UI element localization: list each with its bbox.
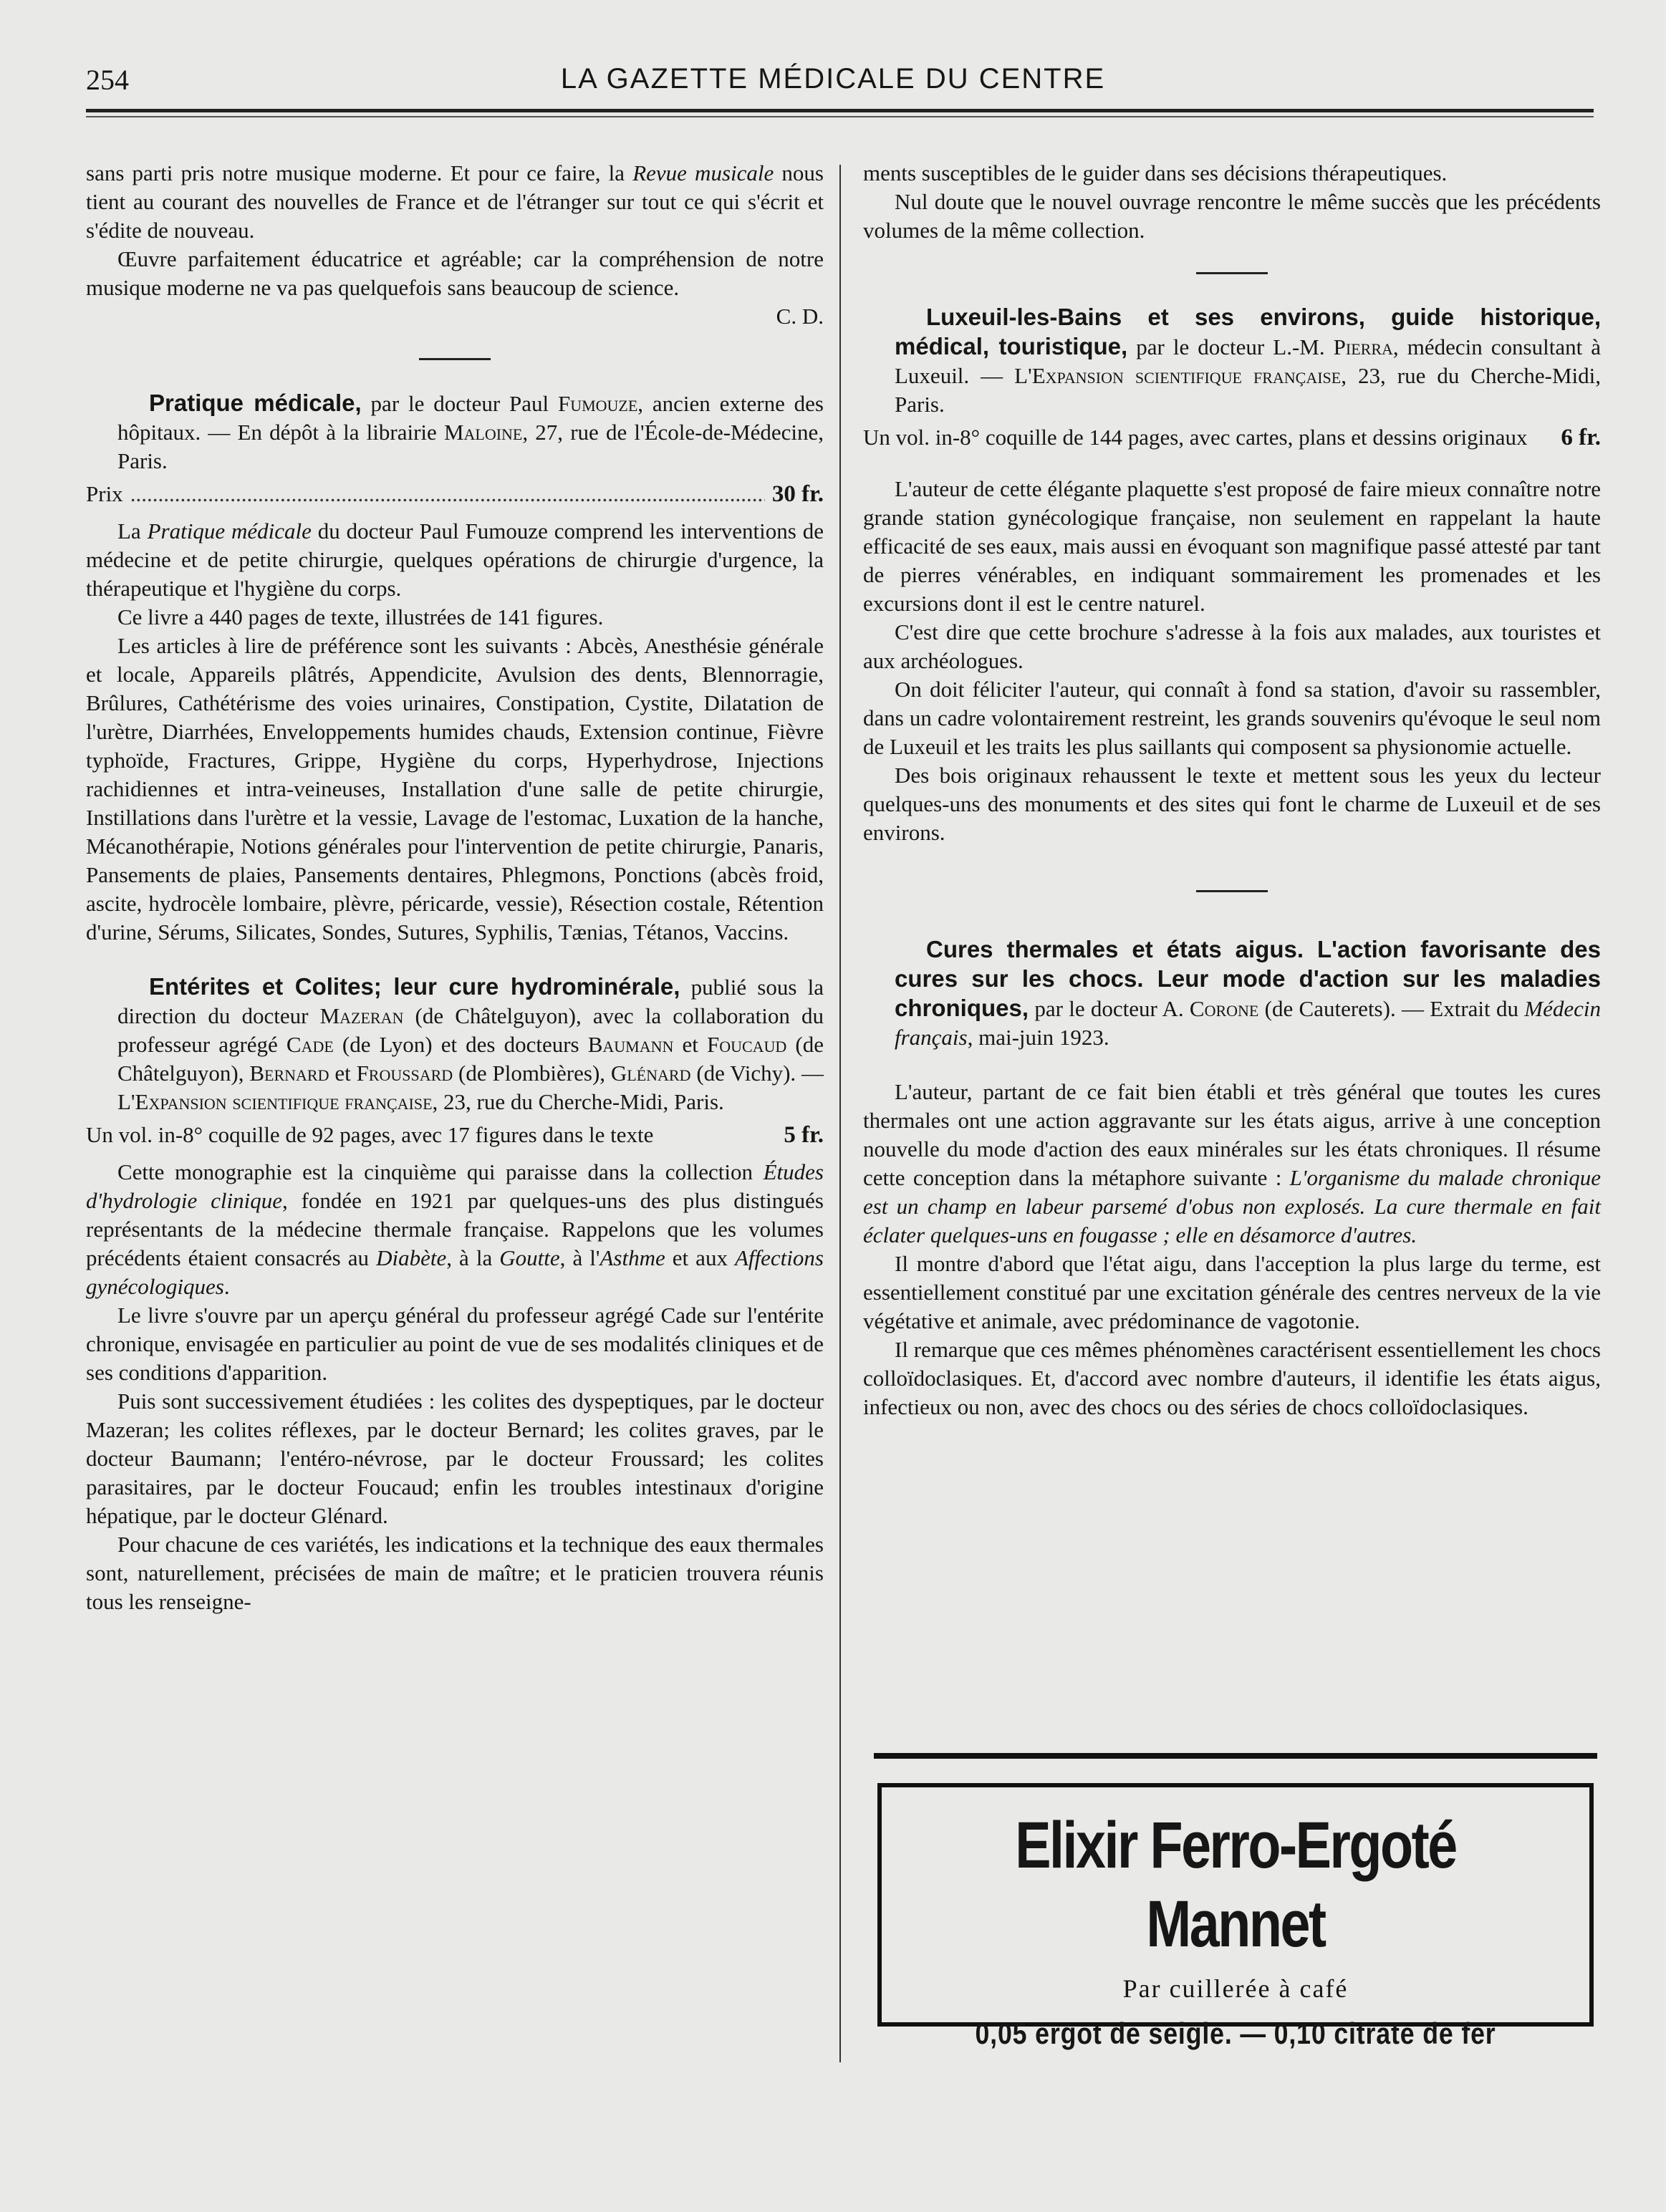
review-paragraph: Cette monographie est la cinquième qui paraisse dans la collection Études d'hydrologie clinique, fondée en 1921 par quelques-uns des plus distingués représentants de la médecine thermale française. Rappelons que les volumes précédents étaient consacrés au Diabète, à la Goutte, à l'Asthme et aux Affections gynécologiques. bbox=[86, 1159, 824, 1299]
section-separator bbox=[1196, 890, 1268, 892]
review-paragraph: L'auteur de cette élégante plaquette s'est proposé de faire mieux connaître notre grande station gynécologique française, non seulement en rappelant la haute efficacité de ses eaux, mais aussi en évoquant son magnifique passé attesté par tant de pierres vénérables, en indiquant sommairement les promenades et les excursions dont il est le centre naturel. bbox=[863, 476, 1601, 616]
review-title: Luxeuil-les-Bains et ses environs, guide historique, médical, touristique, bbox=[895, 304, 1601, 359]
review-cures-thermales-heading bbox=[863, 935, 1601, 1052]
advertisement-rule bbox=[874, 1753, 1597, 1759]
price-label: Prix bbox=[86, 481, 123, 506]
review-paragraph: Des bois originaux rehaussent le texte et mettent sous les yeux du lecteur quelques-uns des monuments et des sites qui font le charme de Luxeuil et de ses environs. bbox=[863, 763, 1601, 845]
price-line bbox=[863, 423, 1601, 452]
review-paragraph: Il montre d'abord que l'état aigu, dans l'acception la plus large du terme, est essentiellement constitué par une excitation générale des centres nerveux de la vie végétative et animale, avec prédominance de vagotonie. bbox=[863, 1251, 1601, 1333]
review-title: Cures thermales et états aigus. L'action favorisante des cures sur les chocs. Leur mode d'action sur les maladies chroniques, bbox=[895, 936, 1601, 1021]
price-line bbox=[86, 480, 824, 508]
review-luxeuil-heading bbox=[863, 303, 1601, 419]
running-head: LA GAZETTE MÉDICALE DU CENTRE bbox=[560, 63, 1106, 95]
review-body bbox=[86, 1158, 824, 1616]
section-separator bbox=[419, 358, 491, 360]
review-paragraph: On doit féliciter l'auteur, qui connaît à fond sa station, d'avoir su rassembler, dans un cadre volontairement restreint, les grands souvenirs qu'évoque le seul nom de Luxeuil et les traits les plus saillants qui composent sa physionomie actuelle. bbox=[863, 677, 1601, 759]
review-enterites-heading bbox=[86, 972, 824, 1116]
review-paragraph: Ce livre a 440 pages de texte, illustrées de 141 figures. bbox=[117, 604, 604, 629]
intro-paragraph: sans parti pris notre musique moderne. Et pour ce faire, la Revue musicale nous tient au courant des nouvelles de France et de l'étranger sur tout ce qui s'écrit et s'édite de nouveau. bbox=[86, 160, 824, 243]
left-column bbox=[86, 159, 824, 1616]
header-rule bbox=[86, 109, 1594, 112]
intro-signature: C. D. bbox=[776, 304, 824, 329]
review-paragraph: La Pratique médicale du docteur Paul Fumouze comprend les interventions de médecine et de petite chirurgie, quelques opérations de chirurgie d'urgence, la thérapeutique et l'hygiène du corps. bbox=[86, 518, 824, 601]
section-separator bbox=[1196, 272, 1268, 274]
advertisement-composition: 0,05 ergot de seigle. — 0,10 citrate de fer bbox=[975, 2017, 1496, 2050]
intro-paragraph: Œuvre parfaitement éducatrice et agréable; car la compréhension de notre musique moderne ne va pas quelquefois sans beaucoup de science. bbox=[86, 246, 824, 300]
advertisement-box bbox=[877, 1783, 1594, 2050]
price-label: Un vol. in-8° coquille de 92 pages, avec 17 figures dans le texte bbox=[86, 1122, 654, 1147]
continuation-paragraph: Nul doute que le nouvel ouvrage rencontre le même succès que les précédents volumes de la même collection. bbox=[863, 189, 1601, 243]
page-number: 254 bbox=[86, 64, 129, 96]
review-paragraph: C'est dire que cette brochure s'adresse à la fois aux malades, aux touristes et aux archéologues. bbox=[863, 619, 1601, 673]
review-body bbox=[86, 517, 824, 947]
price-line bbox=[86, 1121, 824, 1149]
continuation-paragraph: ments susceptibles de le guider dans ses décisions thérapeutiques. bbox=[863, 160, 1448, 185]
review-paragraph: Les articles à lire de préférence sont les suivants : Abcès, Anesthésie générale et locale, Appareils plâtrés, Appendicite, Avulsion des dents, Blennorragie, Brûlures, Cathétérisme des voies urinaires, Constipation, Cystite, Dilatation de l'urètre, Diarrhées, Enveloppements humides chauds, Extension continue, Fièvre typhoïde, Fractures, Grippe, Hygiène du corps, Hyperhydrose, Injections rachidiennes et intra-veineuses, Installation d'une salle de petite chirurgie, Instillations dans l'urètre et la vessie, Lavage de l'estomac, Luxation de la hanche, Mécanothérapie, Notions générales pour l'intervention de petite chirurgie, Panaris, Pansements de plaies, Pansements dentaires, Phlegmons, Ponctions (abcès froid, ascite, hydrocèle lombaire, plèvre, péricarde, vessie), Résection costale, Rétention d'urine, Sérums, Silicates, Sondes, Sutures, Syphilis, Tænias, Tétanos, Vaccins. bbox=[86, 633, 824, 945]
price: 5 fr. bbox=[784, 1122, 824, 1148]
review-paragraph: Puis sont successivement étudiées : les colites des dyspeptiques, par le docteur Mazeran; les colites réflexes, par le docteur Bernard; les colites graves, par le docteur Baumann; l'entéro-névrose, par le docteur Froussard; les colites parasitaires, par le docteur Foucaud; enfin les troubles intestinaux d'origine hépatique, par le docteur Glénard. bbox=[86, 1388, 824, 1528]
review-meta: par le docteur L.-M. Pierra, médecin consultant à Luxeuil. — L'Expansion scientifique française, 23, rue du Cherche-Midi, Paris. bbox=[895, 334, 1601, 417]
review-pratique-medicale-heading bbox=[86, 389, 824, 475]
review-meta: publié sous la direction du docteur Mazeran (de Châtelguyon), avec la collaboration du professeur agrégé Cade (de Lyon) et des docteurs Baumann et Foucaud (de Châtelguyon), Bernard et Froussard (de Plombières), Glénard (de Vichy). — L'Expansion scientifique française, 23, rue du Cherche-Midi, Paris. bbox=[117, 975, 824, 1114]
advertisement-product: Elixir Ferro-Ergoté Mannet bbox=[1015, 1809, 1456, 1961]
right-column bbox=[863, 159, 1601, 1421]
price: 6 fr. bbox=[1561, 425, 1601, 450]
leader-dots bbox=[130, 480, 765, 508]
review-title: Pratique médicale, bbox=[149, 390, 362, 416]
review-meta: par le docteur A. Corone (de Cauterets). — Extrait du Médecin français, mai-juin 1923. bbox=[895, 996, 1601, 1050]
advertisement-dosage: Par cuillerée à café bbox=[1122, 1974, 1349, 2003]
review-body bbox=[863, 475, 1601, 847]
price-label: Un vol. in-8° coquille de 144 pages, avec cartes, plans et dessins originaux bbox=[863, 425, 1528, 450]
review-paragraph: L'auteur, partant de ce fait bien établi et très général que toutes les cures thermales ont une action aggravante sur les états aigus, arrive à une conception nouvelle du mode d'action des eaux minérales sur les états chroniques. Il résume cette conception dans la métaphore suivante : L'organisme du malade chronique est un champ en labeur parsemé d'obus non explosés. La cure thermale en fait éclater quelques-uns en fougasse ; elle en désamorce d'autres. bbox=[863, 1079, 1601, 1247]
review-paragraph: Il remarque que ces mêmes phénomènes caractérisent essentiellement les chocs colloïdoclasiques. Et, d'accord avec nombre d'auteurs, il identifie les états aigus, infectieux ou non, avec des chocs ou des séries de chocs colloïdoclasiques. bbox=[863, 1337, 1601, 1419]
review-body bbox=[863, 1078, 1601, 1421]
review-paragraph: Le livre s'ouvre par un aperçu général du professeur agrégé Cade sur l'entérite chronique, envisagée en particulier au point de vue de ses modalités cliniques et de ses conditions d'apparition. bbox=[86, 1303, 824, 1385]
review-title: Entérites et Colites; leur cure hydrominérale, bbox=[149, 973, 680, 1000]
review-paragraph: Pour chacune de ces variétés, les indications et la technique des eaux thermales sont, naturellement, précisées de main de maître; et le praticien trouvera réunis tous les renseigne- bbox=[86, 1532, 824, 1614]
price: 30 fr. bbox=[771, 481, 824, 507]
column-divider bbox=[839, 165, 841, 2062]
header-rule-thin bbox=[86, 116, 1594, 117]
review-meta: par le docteur Paul Fumouze, ancien externe des hôpitaux. — En dépôt à la librairie Maloine, 27, rue de l'École-de-Médecine, Paris. bbox=[117, 391, 824, 473]
